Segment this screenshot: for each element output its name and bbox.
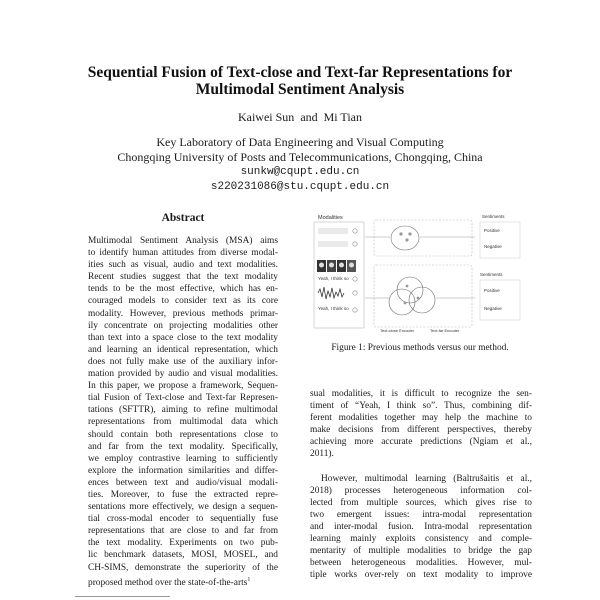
abstract-line: Multimodal Sentiment Analysis (MSA) aims <box>88 236 278 246</box>
legend-left: Text-close Encoder <box>380 328 415 333</box>
face-1-head <box>319 263 324 268</box>
text-modality-bar <box>318 228 348 234</box>
abstract-line: representations from multimodal data which <box>88 417 278 428</box>
abstract-line: the text modality. Experiments on two pub- <box>88 538 278 549</box>
text-modality-bar-2 <box>318 241 348 247</box>
audio-token-icon-2 <box>353 308 357 312</box>
label-negative-top: Negative <box>484 244 502 249</box>
abstract-line: does not fully make use of the auxiliary infor- <box>88 356 278 367</box>
body-line: 2018) processes heterogeneous information col- <box>310 485 532 496</box>
affiliation-line-2: Chongqing University of Posts and Telecommunications, Chongqing, China <box>117 150 483 164</box>
body-line: and inter-modal fusion. Intra-modal representation <box>310 521 532 532</box>
body-line: timent of “Yeah, I think so”. Thus, combining dif- <box>310 401 532 412</box>
label-sentiments-top: Sentiments <box>482 214 505 219</box>
label-sentiments-mid: Sentiments <box>480 272 503 277</box>
label-positive-bottom: Positive <box>484 288 500 293</box>
abstract-line: sentations more effectively, we design a sequen- <box>88 502 278 513</box>
email-2[interactable]: s220231086@stu.cqupt.edu.cn <box>210 181 390 193</box>
abstract-line: ties. Moreover, to fuse the extracted repre- <box>88 489 278 500</box>
point-icon <box>405 238 408 241</box>
abstract-line: couraged models to consider text as its core <box>88 296 278 307</box>
abstract-line: mation provided by audio and visual modalities. <box>88 369 278 380</box>
legend-right: Text-far Encoder <box>430 328 460 333</box>
figure-1 <box>310 210 525 333</box>
paper-title <box>40 64 560 98</box>
label-negative-bottom: Negative <box>484 306 502 311</box>
label-positive-top: Positive <box>484 228 500 233</box>
title-line-2: Multimodal Sentiment Analysis <box>195 81 405 98</box>
body-line: learning mainly exploits consistency and comple- <box>310 534 532 545</box>
body-line: between heterogeneous modalities. However, mul- <box>310 558 532 569</box>
abstract-line-last <box>88 574 278 589</box>
abstract-line: than text into a space close to the text modality <box>88 332 278 343</box>
sentiment-output-bottom <box>480 280 520 320</box>
abstract-line: tations (SFTTR), aiming to refine multimodal <box>88 405 278 416</box>
body-line: make decisions from different perspectives, thereby <box>310 425 532 436</box>
right-column-text <box>310 388 532 581</box>
face-4-head <box>349 263 354 268</box>
abstract-line: and learning an identical representation, which <box>88 344 278 355</box>
abstract-line: to identify human attitudes from diverse modal- <box>88 248 278 259</box>
figure-caption: Figure 1: Previous methods versus our method. <box>331 343 509 353</box>
body-line: achieving more accurate predictions (Ngiam et al., <box>310 437 532 448</box>
body-line: 2011). <box>310 449 334 460</box>
abstract-line: should contain both representations close to <box>88 429 278 440</box>
body-line: ferent modalities together may help the machine to <box>310 413 532 424</box>
body-line: However, multimodal learning (Baltrušaitis et al., <box>321 473 532 484</box>
point-icon <box>404 302 407 305</box>
point-icon <box>417 297 420 300</box>
footnote-rule <box>75 596 170 597</box>
abstract-line: ences between text and audio/visual modali- <box>88 477 278 488</box>
affiliation <box>0 135 600 165</box>
title-line-1: Sequential Fusion of Text-close and Text-far Representations for <box>87 64 513 81</box>
abstract-line: tial Fusion of Text-close and Text-far Represen- <box>88 393 278 404</box>
abstract-line: CH-SIMS, demonstrate the superiority of the <box>88 562 278 573</box>
modalities-panel <box>314 222 364 328</box>
text-sample-label: Yeah, I think so <box>318 276 349 281</box>
our-method-panel <box>374 265 472 327</box>
affiliation-line-1: Key Laboratory of Data Engineering and Visual Computing <box>156 135 444 149</box>
abstract-line: we employ contrastive learning to sufficiently <box>88 453 278 464</box>
abstract-line: representations that are close to and far from <box>88 526 278 537</box>
body-line: two emergent issues: intra-modal representation <box>310 509 532 520</box>
audio-token-icon <box>353 291 357 295</box>
abstract-heading: Abstract <box>161 212 205 224</box>
point-icon <box>399 232 402 235</box>
abstract-line: Recent studies suggest that the text modality <box>88 272 278 283</box>
body-line: lected from multiple sources, which gives rise to <box>310 497 532 508</box>
abstract-line: and far from the text modality. Specifically, <box>88 441 278 452</box>
face-2-head <box>329 263 334 268</box>
email-1[interactable]: sunkw@cqupt.edu.cn <box>240 166 360 178</box>
face-thumbnails <box>317 260 356 272</box>
author-second: Mi Tian <box>323 110 362 124</box>
abstract-line: lic benchmark datasets, MOSI, MOSEL, and <box>88 550 278 561</box>
footnote-mark[interactable]: 1 <box>247 576 251 583</box>
abstract-line: tends to be the most effective, which has en- <box>88 284 278 295</box>
face-3-head <box>339 263 344 268</box>
shared-space-ellipse <box>391 226 419 250</box>
abstract-body <box>88 235 278 589</box>
point-icon <box>408 232 411 235</box>
text-token-icon-2 <box>353 242 357 246</box>
body-line: tiple works over-rely on text modality to improve <box>310 570 532 581</box>
body-line: mentarity of multiple modalities to bridge the gap <box>310 546 532 557</box>
audio-sample-label: Yeah, I think so <box>318 306 349 311</box>
abstract-line: ities such as visual, audio and text modalities. <box>88 260 278 271</box>
text-token-icon <box>353 229 357 233</box>
abstract-line: tial cross-modal encoder to sequentially fuse <box>88 514 278 525</box>
abstract-line: ily concentrate on projecting modalities other <box>88 320 278 331</box>
audio-circle <box>389 289 415 315</box>
abstract-line: In this paper, we propose a framework, Sequen- <box>88 381 278 392</box>
audio-waveform-icon <box>318 287 344 299</box>
abstract-line: explore the information similarities and differ- <box>88 465 278 476</box>
text-token-icon-3 <box>353 277 357 281</box>
label-modalities: Modalities <box>318 215 343 221</box>
author-conjunction: and <box>300 110 318 124</box>
text-close-circle <box>397 277 423 303</box>
abstract-line: modality. However, previous methods primar- <box>88 308 278 319</box>
body-line: sual modalities, it is difficult to recognize the sen- <box>310 389 532 399</box>
author-first: Kaiwei Sun <box>237 110 295 124</box>
abstract-last-text: proposed method over the state-of-the-arts <box>88 577 248 588</box>
author-line <box>0 110 600 125</box>
paragraph-gap <box>310 461 532 473</box>
point-icon <box>406 285 409 288</box>
previous-method-panel <box>374 220 472 256</box>
